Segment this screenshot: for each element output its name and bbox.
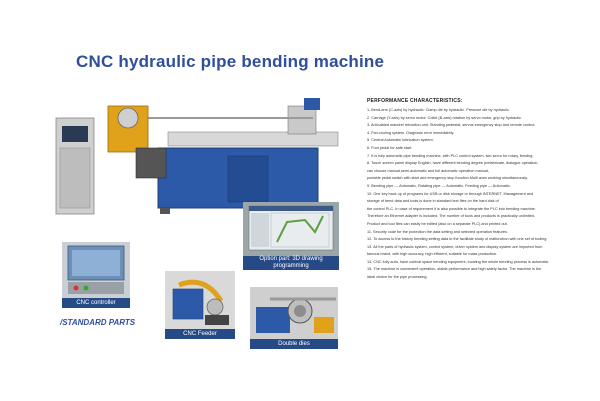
caption-option-part: Option part: 3D drawing programming	[243, 256, 339, 270]
spec-heading: PERFORMANCE CHARACTERISTICS:	[367, 98, 463, 104]
spec-line: 2. Carriage (Y-axis) by servo motor. Collet (B-axis) rotation by servo motor, grip by hydraulic.	[367, 115, 522, 120]
spec-line: 3. Articulated mandrel retraction unit. Standing pedestal, servos emergency stop and remote control.	[367, 123, 536, 128]
caption-double-dies: Double dies	[250, 339, 338, 349]
spec-line: storage of bend data and tools is done in standard text files on the hard disk of	[367, 199, 499, 204]
control-screen	[62, 126, 88, 142]
spec-line: 9. Bending pipe — Automatic, Rotating pipe — Automatic, Feeding pipe — Automatic.	[367, 183, 511, 188]
machine-motor	[304, 98, 320, 110]
cnc-controller-card	[62, 242, 130, 308]
spec-line: 10. One key back up of programs for USB or disk storage or through INTERNET. Management and	[367, 191, 534, 196]
option-part-card	[243, 202, 339, 270]
spec-line: 13. All the parts of hydraulic system, control system, driver system and display system are imported from	[367, 244, 543, 249]
spec-line: Therefore an Ethernet adapter is included. The number of tools and products is practically unlimited.	[367, 214, 535, 219]
machine-base-panel	[228, 156, 268, 202]
spec-line: 5. Central Automatic lubrication system.	[367, 138, 434, 143]
spec-line: 6. Foot pedal for safe start.	[367, 145, 413, 150]
double-dies-card	[250, 287, 338, 351]
spec-line: portable pedal switch with start and emergency stop function.Multi axes working simultaneously.	[367, 176, 528, 181]
spec-line: 15. The machine is convenient operation, stable performance and high safety factor. The machine is the	[367, 267, 542, 272]
spec-line: 12. To access to the history bending setting data to the facilitate study of malfunction with one set of tooling.	[367, 237, 548, 242]
machine-carriage	[288, 106, 316, 134]
double-dies-image	[250, 287, 338, 339]
bend-die	[118, 108, 138, 128]
spec-line: Product and tool files can easily be edited (also on a separate PLC) and printed out.	[367, 221, 508, 226]
page-title: CNC hydraulic pipe bending machine	[76, 52, 385, 71]
spec-line: 11. Security code for the protection the data setting and selected operation features.	[367, 229, 508, 234]
spec-line: 7. It is fully automatic pipe bending machine, with PLC control system, two servo for rotary, feeding.	[367, 153, 534, 158]
hydraulic-block	[136, 148, 166, 178]
spec-line: 8. Touch screen panel display English, have different bending degree prefabricate, dialogue operation,	[367, 161, 539, 166]
spec-line: 1. Bend-arm (C-axis) by hydraulic. Clamp die by hydraulic. Pressure die by hydraulic.	[367, 108, 510, 112]
cnc-feeder-image	[165, 271, 235, 329]
control-door	[60, 148, 90, 208]
spec-line: 14. CNC fully auto, have cubical space bending equipment, locating the whole bending process is automatic.	[367, 259, 550, 264]
standard-parts-heading: /STANDARD PARTS	[60, 318, 136, 327]
spec-line: ideal choice for the pipe processing.	[367, 275, 428, 280]
spec-line: the control PLC. In case of requirement it is also possible to integrate the PLC into bending machine.	[367, 206, 536, 211]
caption-cnc-controller: CNC controller	[62, 298, 130, 308]
spec-line: can choose manual,semi-automatic and full automatic operation manual,	[367, 168, 489, 173]
caption-cnc-feeder: CNC Feeder	[165, 329, 235, 339]
performance-characteristics	[367, 98, 589, 282]
cnc-controller-image	[62, 242, 130, 298]
programming-screen-image	[243, 202, 339, 256]
spec-line: 4. Fan-cooling system. Diagnosis error immediately.	[367, 130, 455, 135]
spec-line: famous brand, with high accuracy, high efficient, suitable for mass production.	[367, 252, 498, 257]
cnc-feeder-card	[165, 271, 235, 341]
